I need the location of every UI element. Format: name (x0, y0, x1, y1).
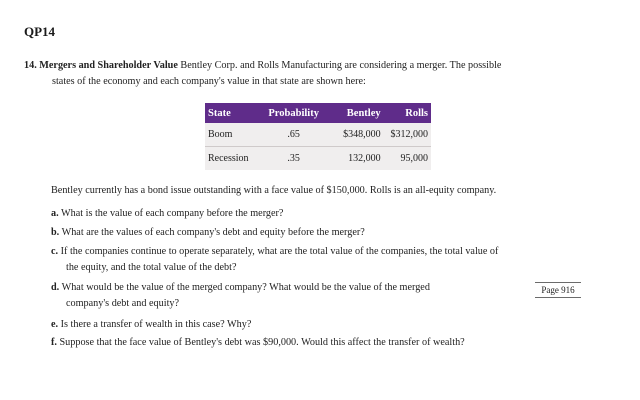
page-heading: QP14 (24, 24, 56, 39)
cell-bentley: 132,000 (326, 147, 384, 171)
header-bentley: Bentley (326, 103, 384, 123)
header-probability: Probability (261, 103, 326, 123)
cell-rolls: 95,000 (384, 147, 431, 171)
question-b-label: b. (51, 227, 60, 238)
question-b (51, 225, 581, 241)
question-c-line-1: If the companies continue to operate separately, what are the total value of the companies, the total value of (60, 246, 499, 257)
question-c-label: c. (51, 246, 59, 257)
cell-state: Boom (205, 123, 261, 147)
question-a-label: a. (51, 208, 59, 219)
header-state: State (205, 103, 261, 123)
table-row (205, 147, 431, 171)
question-b-text: What are the values of each company's debt and equity before the merger? (61, 227, 365, 238)
cell-rolls: $312,000 (384, 123, 431, 147)
question-e (51, 317, 581, 333)
question-d-line-1: What would be the value of the merged company? What would be the value of the merged (61, 282, 430, 293)
question-f-text: Suppose that the face value of Bentley's debt was $90,000. Would this affect the transfer of wealth? (59, 337, 465, 348)
page-reference-label: Page 916 (535, 282, 581, 298)
question-f (51, 335, 581, 351)
cell-state: Recession (205, 147, 261, 171)
bond-statement: Bentley currently has a bond issue outstanding with a face value of $150,000. Rolls is an all-equity company. (51, 185, 497, 196)
question-a (51, 206, 581, 222)
intro-line-2: states of the economy and each company's value in that state are shown here: (52, 76, 366, 87)
cell-bentley: $348,000 (326, 123, 384, 147)
intro-line-1: Bentley Corp. and Rolls Manufacturing are considering a merger. The possible (180, 60, 502, 71)
question-c-line-2: the equity, and the total value of the debt? (66, 262, 237, 273)
question-d-line-2: company's debt and equity? (66, 298, 180, 309)
question-e-label: e. (51, 319, 59, 330)
economy-states-table (205, 103, 431, 170)
question-f-label: f. (51, 337, 57, 348)
problem-number: 14. (24, 60, 37, 71)
question-d-label: d. (51, 282, 60, 293)
cell-probability: .35 (261, 147, 326, 171)
header-rolls: Rolls (384, 103, 431, 123)
question-e-text: Is there a transfer of wealth in this case? Why? (60, 319, 252, 330)
problem-intro (24, 58, 584, 90)
problem-title: Mergers and Shareholder Value (39, 60, 178, 71)
table-row (205, 123, 431, 147)
table-header-row (205, 103, 431, 123)
question-d (51, 280, 521, 312)
question-c (51, 244, 581, 276)
cell-probability: .65 (261, 123, 326, 147)
question-a-text: What is the value of each company before the merger? (61, 208, 284, 219)
